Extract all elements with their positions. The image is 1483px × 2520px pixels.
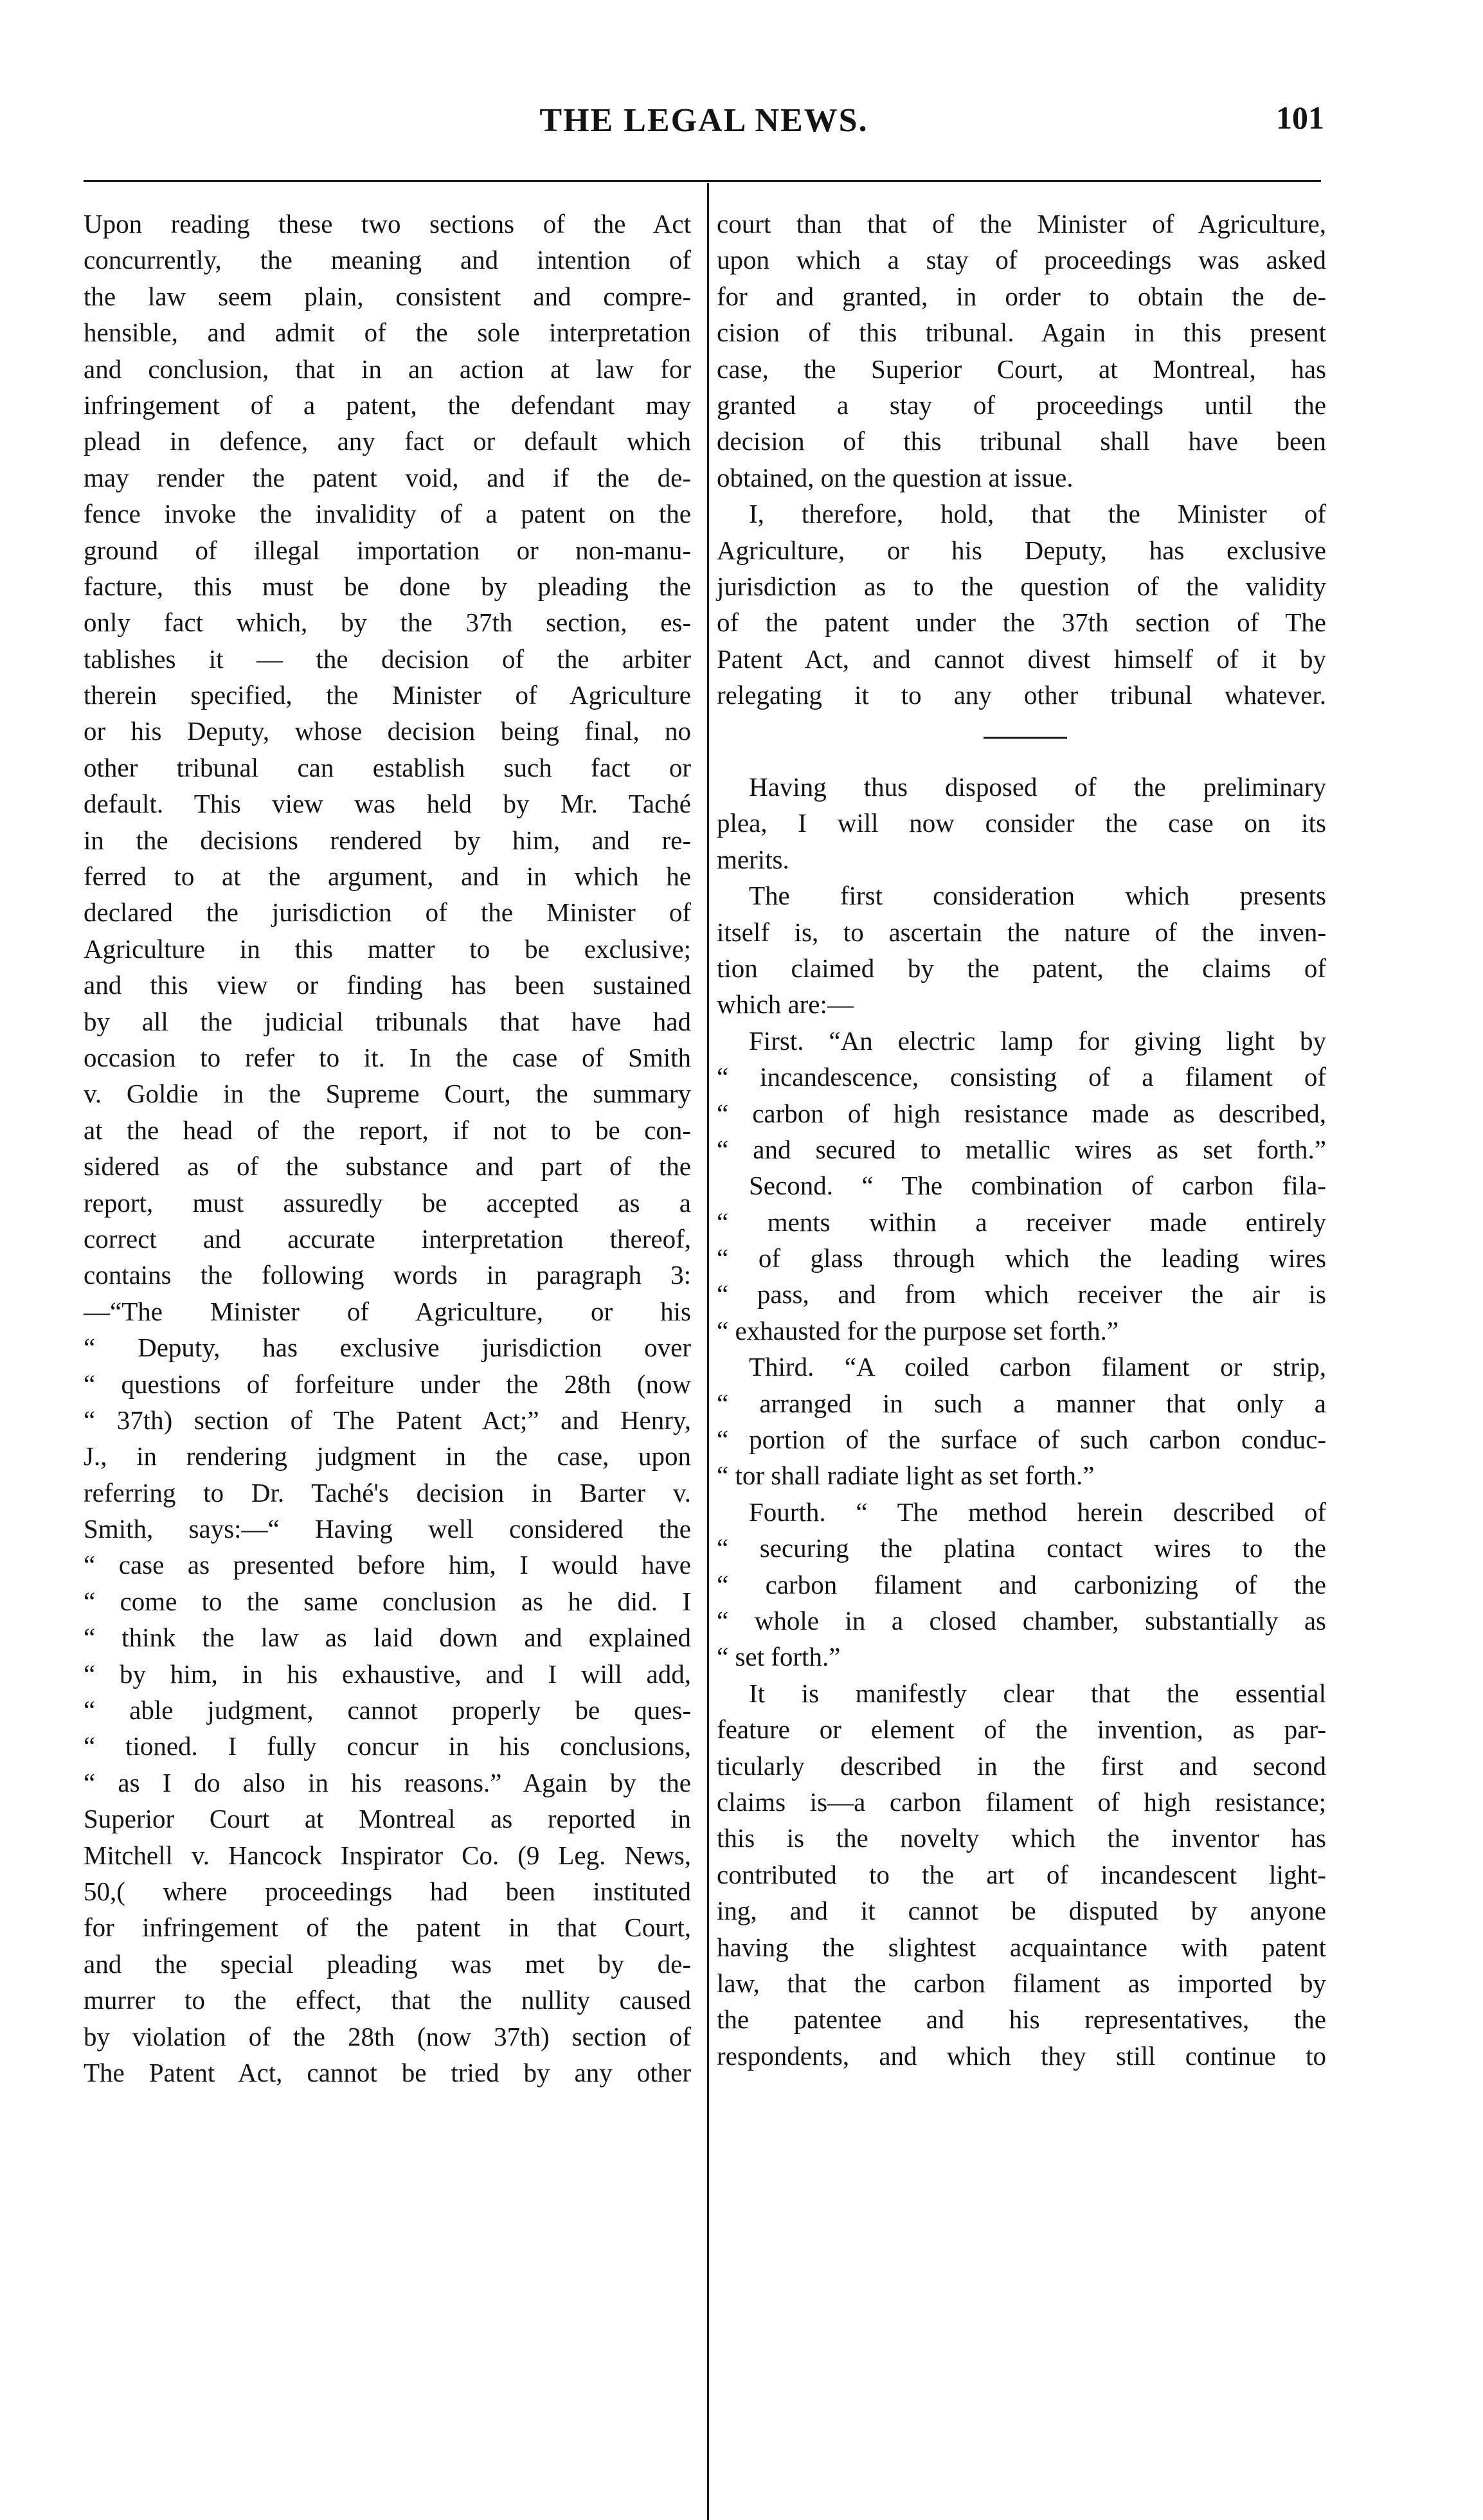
text-line: First. “An electric lamp for giving light by [749, 1025, 1326, 1056]
header-rule [84, 180, 1321, 182]
text-line: relegating it to any other tribunal whatever. [717, 680, 1326, 710]
column-divider [707, 183, 709, 2520]
text-line: “ and secured to metallic wires as set forth.” [717, 1134, 1326, 1164]
text-line: “ set forth.” [717, 1642, 841, 1672]
text-line: ing, and it cannot be disputed by anyone [717, 1896, 1326, 1926]
text-line: “ arranged in such a manner that only a [717, 1388, 1326, 1418]
text-line: upon which a stay of proceedings was asked [717, 245, 1326, 275]
text-line: J., in rendering judgment in the case, upon [84, 1441, 691, 1472]
text-line: jurisdiction as to the question of the validity [717, 571, 1326, 601]
text-line: “ of glass through which the leading wires [717, 1243, 1326, 1274]
text-line: Second. “ The combination of carbon fila- [749, 1171, 1326, 1201]
text-line: —“The Minister of Agriculture, or his [84, 1296, 691, 1326]
text-line: plead in defence, any fact or default which [84, 426, 691, 456]
right-column-bottom [717, 769, 1326, 2074]
text-line: decision of this tribunal shall have been [717, 426, 1326, 456]
text-line: and this view or finding has been sustained [84, 970, 691, 1000]
text-line: “ tor shall radiate light as set forth.” [717, 1461, 1095, 1491]
text-line: “ securing the platina contact wires to the [717, 1533, 1326, 1563]
text-line: “ 37th) section of The Patent Act;” and Henry, [84, 1405, 691, 1435]
text-line: other tribunal can establish such fact or [84, 752, 691, 782]
text-line: granted a stay of proceedings until the [717, 390, 1326, 420]
text-line: law, that the carbon filament as imported by [717, 1968, 1326, 1998]
text-line: for infringement of the patent in that Court, [84, 1913, 691, 1943]
text-line: “ able judgment, cannot properly be ques- [84, 1695, 691, 1725]
text-line: this is the novelty which the inventor has [717, 1823, 1326, 1853]
text-line: v. Goldie in the Supreme Court, the summary [84, 1079, 691, 1109]
text-line: tablishes it — the decision of the arbiter [84, 644, 691, 674]
text-line: the patentee and his representatives, the [717, 2004, 1326, 2035]
text-line: respondents, and which they still continue to [717, 2040, 1326, 2071]
text-line: contributed to the art of incandescent light- [717, 1859, 1326, 1889]
text-line: facture, this must be done by pleading the [84, 571, 691, 601]
text-line: “ case as presented before him, I would have [84, 1550, 691, 1580]
text-line: merits. [717, 844, 789, 874]
text-line: I, therefore, hold, that the Minister of [749, 499, 1326, 529]
text-line: Smith, says:—“ Having well considered the [84, 1514, 691, 1544]
text-line: Mitchell v. Hancock Inspirator Co. (9 Leg. News, [84, 1840, 691, 1870]
text-line: having the slightest acquaintance with patent [717, 1932, 1326, 1962]
text-line: only fact which, by the 37th section, es- [84, 608, 691, 638]
text-line: Agriculture, or his Deputy, has exclusive [717, 535, 1326, 565]
text-line: default. This view was held by Mr. Taché [84, 789, 691, 819]
text-line: contains the following words in paragraph 3: [84, 1260, 691, 1290]
text-line: report, must assuredly be accepted as a [84, 1187, 691, 1218]
text-line: It is manifestly clear that the essential [749, 1678, 1326, 1708]
text-line: declared the jurisdiction of the Minister of [84, 897, 691, 928]
journal-title: THE LEGAL NEWS. [539, 102, 868, 139]
text-line: “ exhausted for the purpose set forth.” [717, 1315, 1119, 1346]
text-line: “ think the law as laid down and explained [84, 1623, 691, 1653]
text-line: at the head of the report, if not to be con- [84, 1115, 691, 1145]
text-line: for and granted, in order to obtain the de- [717, 281, 1326, 311]
text-line: The first consideration which presents [749, 881, 1326, 911]
text-line: claims is—a carbon filament of high resistance; [717, 1787, 1326, 1817]
text-line: tion claimed by the patent, the claims of [717, 953, 1326, 983]
text-line: “ as I do also in his reasons.” Again by the [84, 1767, 691, 1797]
text-line: the law seem plain, consistent and compre- [84, 281, 691, 311]
text-line: “ ments within a receiver made entirely [717, 1207, 1326, 1237]
text-line: correct and accurate interpretation thereof, [84, 1223, 691, 1254]
text-line: “ pass, and from which receiver the air is [717, 1279, 1326, 1310]
text-line: The Patent Act, cannot be tried by any other [84, 2057, 691, 2087]
text-line: Fourth. “ The method herein described of [749, 1497, 1326, 1527]
text-line: “ tioned. I fully concur in his conclusions, [84, 1731, 691, 1761]
text-line: plea, I will now consider the case on its [717, 808, 1326, 838]
page-number: 101 [1276, 100, 1324, 136]
text-line: by violation of the 28th (now 37th) section of [84, 2021, 691, 2051]
text-line: fence invoke the invalidity of a patent on the [84, 499, 691, 529]
text-line: of the patent under the 37th section of The [717, 608, 1326, 638]
text-line: “ by him, in his exhaustive, and I will add, [84, 1659, 691, 1689]
right-column-top [717, 206, 1326, 713]
text-line: case, the Superior Court, at Montreal, has [717, 354, 1326, 384]
text-line: “ questions of forfeiture under the 28th (now [84, 1369, 691, 1399]
running-head [84, 96, 1324, 148]
text-line: “ come to the same conclusion as he did. I [84, 1586, 691, 1616]
text-line: ground of illegal importation or non-manu- [84, 535, 691, 565]
text-line: and conclusion, that in an action at law for [84, 354, 691, 384]
text-line: “ portion of the surface of such carbon conduc- [717, 1425, 1326, 1455]
text-line: or his Deputy, whose decision being final, no [84, 716, 691, 746]
text-line: in the decisions rendered by him, and re- [84, 825, 691, 855]
text-line: infringement of a patent, the defendant may [84, 390, 691, 420]
text-line: Upon reading these two sections of the Act [84, 209, 691, 239]
text-line: sidered as of the substance and part of the [84, 1151, 691, 1182]
text-line: itself is, to ascertain the nature of the inven- [717, 917, 1326, 947]
section-separator [984, 737, 1067, 739]
text-line: “ carbon of high resistance made as described, [717, 1098, 1326, 1128]
text-line: “ Deputy, has exclusive jurisdiction over [84, 1333, 691, 1363]
text-line: ferred to at the argument, and in which he [84, 861, 691, 892]
text-line: ticularly described in the first and second [717, 1751, 1326, 1781]
text-line: therein specified, the Minister of Agriculture [84, 680, 691, 710]
text-line: hensible, and admit of the sole interpretation [84, 318, 691, 348]
text-line: Having thus disposed of the preliminary [749, 772, 1326, 802]
text-line: by all the judicial tribunals that have had [84, 1006, 691, 1036]
text-line: Agriculture in this matter to be exclusive; [84, 933, 691, 964]
text-line: “ carbon filament and carbonizing of the [717, 1569, 1326, 1599]
left-column [84, 206, 691, 2091]
text-line: 50,( where proceedings had been instituted [84, 1876, 691, 1906]
text-line: obtained, on the question at issue. [717, 462, 1074, 492]
text-line: Third. “A coiled carbon filament or strip, [749, 1352, 1326, 1382]
text-line: feature or element of the invention, as par- [717, 1715, 1326, 1745]
text-line: “ incandescence, consisting of a filament of [717, 1062, 1326, 1092]
text-line: “ whole in a closed chamber, substantially as [717, 1605, 1326, 1635]
text-line: and the special pleading was met by de- [84, 1949, 691, 1979]
text-line: referring to Dr. Taché's decision in Barter v. [84, 1477, 691, 1508]
text-line: concurrently, the meaning and intention of [84, 245, 691, 275]
text-line: which are:— [717, 989, 854, 1020]
text-line: occasion to refer to it. In the case of Smith [84, 1042, 691, 1072]
text-line: Superior Court at Montreal as reported in [84, 1804, 691, 1834]
text-line: Patent Act, and cannot divest himself of it by [717, 644, 1326, 674]
text-line: cision of this tribunal. Again in this present [717, 318, 1326, 348]
text-line: may render the patent void, and if the de- [84, 462, 691, 492]
text-line: court than that of the Minister of Agriculture, [717, 209, 1326, 239]
text-line: murrer to the effect, that the nullity caused [84, 1985, 691, 2015]
